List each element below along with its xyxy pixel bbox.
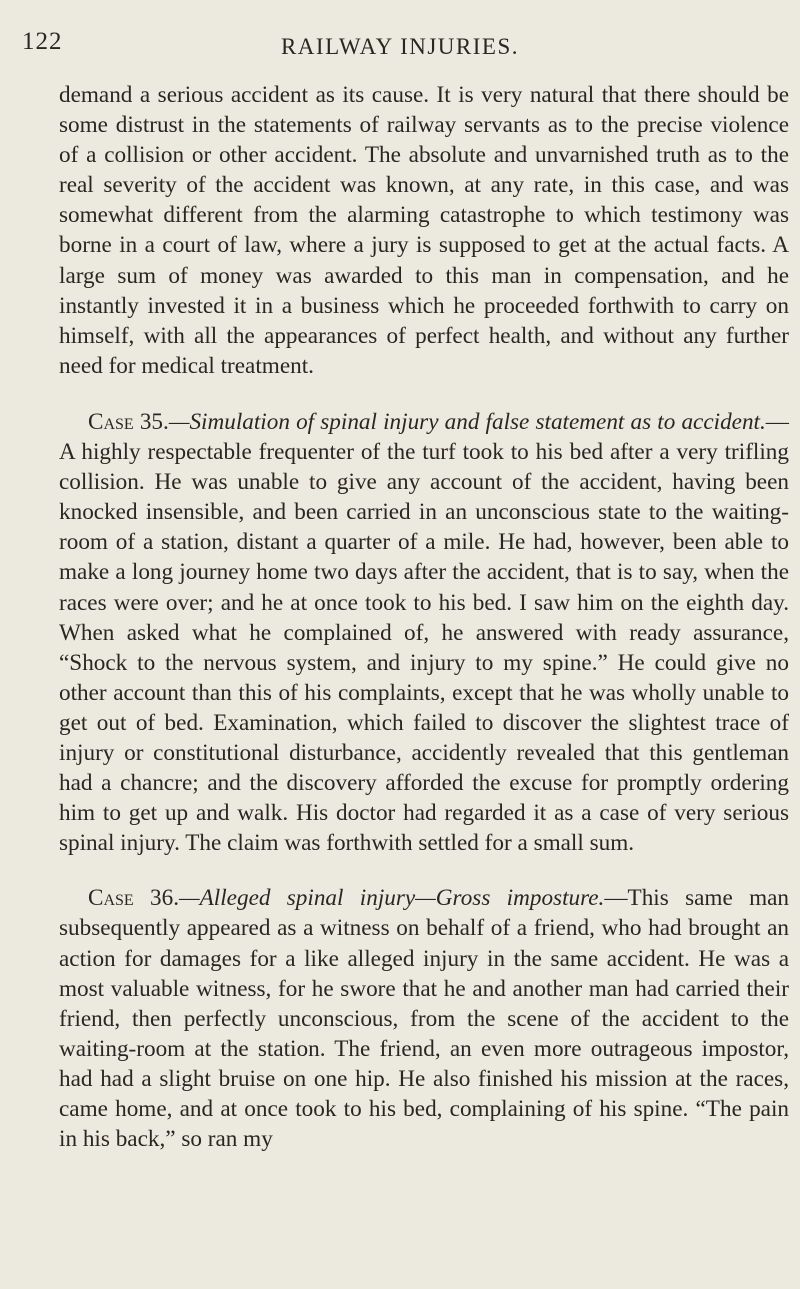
running-head: RAILWAY INJURIES. <box>280 34 520 59</box>
page-number: 122 <box>22 28 63 55</box>
case-35-text: —A highly respectable frequenter of the turf took to his bed after a very trifling collision. He was unable to give any account of the accident, having been knocked insensible, and been carried in an unconscious state to the waiting-room of a station, distant a quarter of a mile. He had, however, been able to make a long journey home two days after the accident, that is to say, when the races were over; and he at once took to his bed. I saw him on the eighth day. When asked what he complained of, he answered with ready assurance, “Shock to the nervous system, and injury to my spine.” He could give no other account than this of his complaints, except that he was wholly unable to get out of bed. Examination, which failed to discover the slightest trace of injury or constitutional disturbance, accidently revealed that this gentleman had a chancre; and the discovery afforded the excuse for promptly ordering him to get up and walk. His doctor had regarded it as a case of very serious spinal injury. The claim was forthwith settled for a small sum. <box>59 408 789 857</box>
paragraph-gap <box>59 858 789 883</box>
case-36-number: Case 36. <box>88 885 180 912</box>
case-36-text: —This same man subsequently appeared as a witness on behalf of a friend, who had brought an action for damages for a like alleged injury in the same accident. He was a most valuable witness, for he swore that he and another man had carried their friend, then perfectly unconscious, from the scene of the accident to the waiting-room at the station. The friend, an even more outrageous impostor, had had a slight bruise on one hip. He also finished his mission at the races, came home, and at once took to his bed, complaining of his spine. “The pain in his back,” so ran my <box>59 885 789 1153</box>
paragraph-continued: demand a serious accident as its cause. It is very natural that there should be some distrust in the statements of railway servants as to the precise violence of a collision or other accident. The absolute and unvarnished truth as to the real severity of the accident was known, at any rate, in this case, and was somewhat different from the alarming catastrophe to which testimony was borne in a court of law, where a jury is supposed to get at the actual facts. A large sum of money was awarded to this man in compensation, and he instantly invested it in a business which he proceeded forthwith to carry on himself, with all the appearances of perfect health, and without any further need for medical treatment. <box>59 82 789 379</box>
case-35-title: —Simulation of spinal injury and false statement as to accident. <box>168 408 766 435</box>
case-36-paragraph <box>59 883 789 1154</box>
paragraph-gap <box>59 381 789 407</box>
case-36-title: —Alleged spinal injury—Gross imposture. <box>179 885 605 912</box>
page-header <box>0 28 800 68</box>
page-body <box>59 80 789 1154</box>
case-35-number: Case 35. <box>88 408 169 435</box>
case-35-paragraph <box>59 407 789 858</box>
